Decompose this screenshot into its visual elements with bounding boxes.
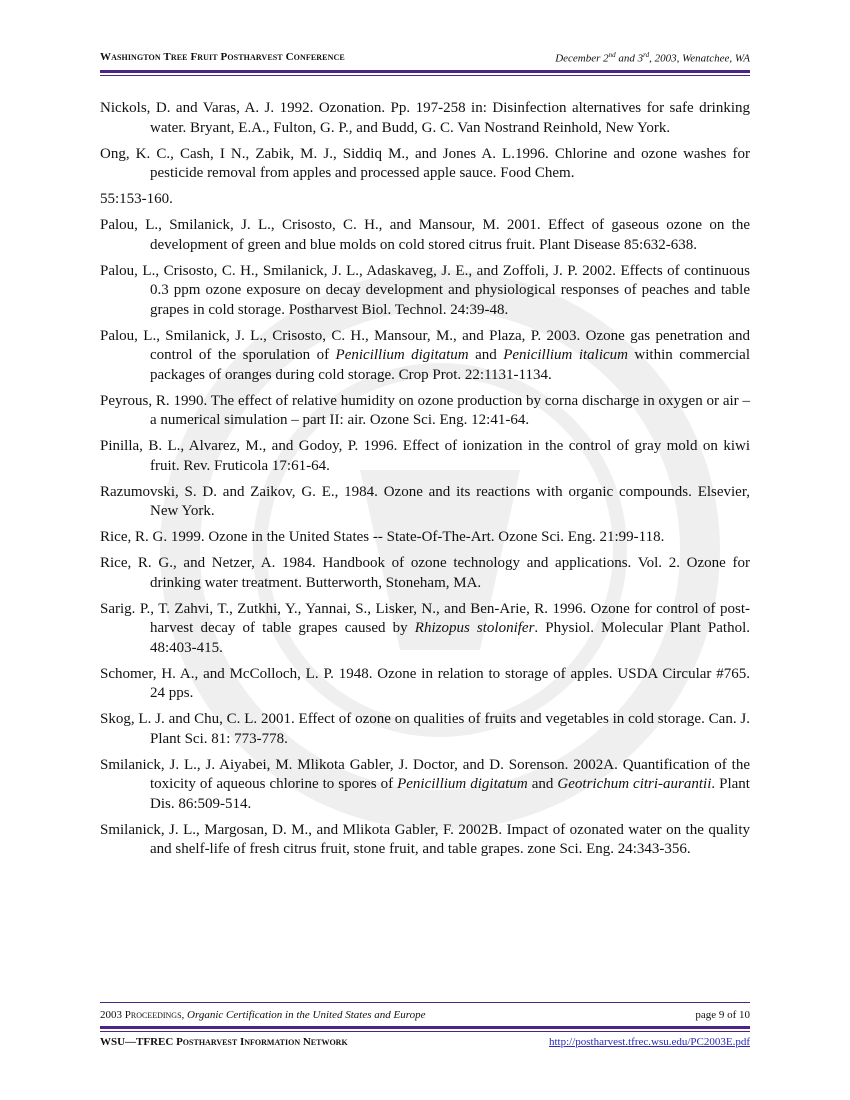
reference-item [100,262,750,321]
footer-proceedings: 2003 Proceedings, Organic Certification in the United States and Europe [100,1009,426,1021]
reference-item [100,190,750,210]
reference-item [100,554,750,593]
species-name: Rhizopus stolonifer [414,620,535,636]
reference-item [100,600,750,659]
reference-text: and [468,347,504,363]
header-date-location: December 2nd and 3rd, 2003, Wenatchee, WA [555,51,750,65]
reference-item [100,392,750,431]
footer-url-link[interactable]: http://postharvest.tfrec.wsu.edu/PC2003E.pdf [548,1036,750,1048]
reference-item [100,756,750,815]
reference-text: Palou, L., Crisosto, C. H., Smilanick, J. L., Adaskaveg, J. E., and Zoffoli, J. P. 2002. Effects of continuous 0.3 ppm ozone exposure on decay development and physiological responses of peaches and table grapes in cold storage. Postharvest Biol. Technol. 24:39-48. [100,262,750,318]
reference-text: Peyrous, R. 1990. The effect of relative humidity on ozone production by corna discharge in oxygen or air – a numerical simulation – part II: air. Ozone Sci. Eng. 12:41-64. [100,392,750,428]
reference-text: Rice, R. G. 1999. Ozone in the United States -- State-Of-The-Art. Ozone Sci. Eng. 21:99-118. [100,529,665,545]
reference-text: Palou, L., Smilanick, J. L., Crisosto, C. H., and Mansour, M. 2001. Effect of gaseous ozone on the development of green and blue molds on cold stored citrus fruit. Plant Disease 85:632-638. [100,217,750,253]
reference-item [100,821,750,860]
reference-item [100,437,750,476]
footer-rule-thin [100,1031,750,1032]
reference-text: Skog, L. J. and Chu, C. L. 2001. Effect of ozone on qualities of fruits and vegetables in cold storage. Can. J. Plant Sci. 81: 773-778. [100,711,750,747]
page-header [100,51,750,69]
page-number: page 9 of 10 [695,1009,750,1021]
reference-text: and [527,776,558,792]
footer-network: WSU—TFREC Postharvest Information Network [100,1036,348,1048]
reference-item [100,99,750,138]
reference-list [100,99,750,866]
footer-rule [100,1026,750,1029]
reference-item [100,665,750,704]
reference-item [100,216,750,255]
reference-text: Smilanick, J. L., Margosan, D. M., and Mlikota Gabler, F. 2002B. Impact of ozonated water on the quality and shelf-life of fresh citrus fruit, stone fruit, and table grapes. zone Sci. Eng. 24:343-356. [100,821,750,857]
reference-text: Smilanick, J. L., J. Aiyabei, M. Mlikota Gabler, J. Doctor, and D. Sorenson. 2002A. Quantification of the toxicity of aqueous chlorine to spores of [100,756,750,792]
species-name: Penicillium digitatum [335,347,469,363]
reference-item [100,528,750,548]
reference-text: Palou, L., Smilanick, J. L., Crisosto, C. H., Mansour, M., and Plaza, P. 2003. Ozone gas penetration and control of the sporulation of [100,327,750,363]
reference-text: Schomer, H. A., and McColloch, L. P. 1948. Ozone in relation to storage of apples. USDA Circular #765. 24 pps. [100,665,750,701]
reference-text: Sarig. P., T. Zahvi, T., Zutkhi, Y., Yannai, S., Lisker, N., and Ben-Arie, R. 1996. Ozone for control of post-harvest decay of table grapes caused by [100,600,750,636]
reference-item [100,710,750,749]
header-rule [100,70,750,73]
reference-text: . Plant Dis. 86:509-514. [150,776,750,812]
species-name: Geotrichum citri-aurantii [557,776,712,792]
reference-item [100,327,750,386]
species-name: Penicillium digitatum [397,776,528,792]
reference-item [100,145,750,184]
reference-text: within commercial packages of oranges during cold storage. Crop Prot. 22:1131-1134. [150,347,751,383]
species-name: Penicillium italicum [503,347,628,363]
reference-text: Razumovski, S. D. and Zaikov, G. E., 1984. Ozone and its reactions with organic compounds. Elsevier, New York. [100,483,750,519]
reference-text: Pinilla, B. L., Alvarez, M., and Godoy, P. 1996. Effect of ionization in the control of gray mold on kiwi fruit. Rev. Fruticola 17:61-64. [100,438,750,474]
footer-rule-top [100,1002,750,1003]
header-rule-thin [100,75,750,76]
reference-text: Rice, R. G., and Netzer, A. 1984. Handbook of ozone technology and applications. Vol. 2. Ozone for drinking water treatment. Butterworth, Stoneham, MA. [100,555,750,591]
header-conference-title: Washington Tree Fruit Postharvest Conference [100,51,345,63]
reference-text: 55:153-160. [100,191,173,207]
reference-item [100,483,750,522]
reference-text: Nickols, D. and Varas, A. J. 1992. Ozonation. Pp. 197-258 in: Disinfection alternatives for safe drinking water. Bryant, E.A., Fulton, G. P., and Budd, G. C. Van Nostrand Reinhold, New York. [100,100,750,136]
reference-text: . Physiol. Molecular Plant Pathol. 48:403-415. [150,620,750,656]
reference-text: Ong, K. C., Cash, I N., Zabik, M. J., Siddiq M., and Jones A. L.1996. Chlorine and ozone washes for pesticide removal from apples and processed apple sauce. Food Chem. [100,145,750,181]
